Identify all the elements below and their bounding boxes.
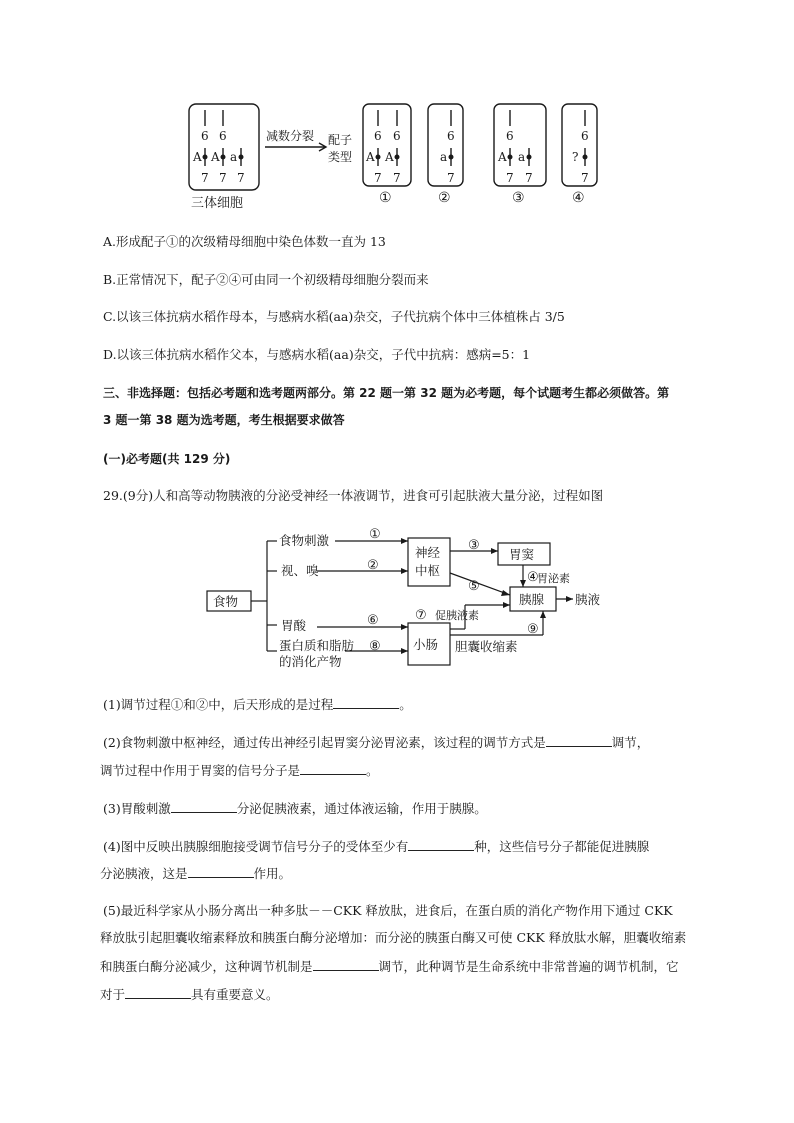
svg-text:类型: 类型: [328, 150, 353, 164]
answer-blank[interactable]: [171, 800, 237, 813]
svg-text:小肠: 小肠: [413, 637, 439, 652]
section-heading-line1: 三、非选择题：包括必考题和选考题两部分。第 22 题一第 32 题为必考题，每个试题考生都必须做答。第: [103, 386, 670, 400]
svg-text:①: ①: [369, 527, 381, 542]
svg-text:胰腺: 胰腺: [519, 592, 545, 607]
svg-text:7: 7: [201, 171, 209, 185]
option-c: C.以该三体抗病水稻作母本，与感病水稻(aa)杂交，子代抗病个体中三体植株占 3/5: [103, 309, 565, 324]
question-29-stem: 29.(9分)人和高等动物胰液的分泌受神经一体液调节，进食可引起肤液大量分泌，过程如图: [103, 488, 604, 503]
gamete-3-box: [494, 104, 546, 186]
subquestion-5-line2: 释放肽引起胆囊收缩素释放和胰蛋白酶分泌增加：而分泌的胰蛋白酶又可使 CKK 释放肽水解，胆囊收缩素: [100, 930, 687, 945]
svg-text:7: 7: [219, 171, 227, 185]
svg-text:7: 7: [525, 171, 533, 185]
svg-text:蛋白质和脂肪: 蛋白质和脂肪: [279, 638, 355, 653]
svg-text:A: A: [211, 150, 220, 164]
trisomic-cell-label: 三体细胞: [191, 196, 244, 211]
svg-text:6: 6: [581, 129, 589, 143]
subquestion-4: (4)图中反映出胰腺细胞接受调节信号分子的受体至少有 种，这些信号分子都能促进胰腺: [103, 839, 650, 854]
svg-text:7: 7: [393, 171, 401, 185]
svg-text:⑥: ⑥: [367, 613, 379, 628]
svg-text:7: 7: [581, 171, 589, 185]
answer-blank[interactable]: [125, 986, 191, 999]
svg-text:6: 6: [219, 129, 227, 143]
svg-text:③: ③: [468, 538, 480, 553]
gamete-2-box: [428, 104, 463, 186]
required-heading: (一)必考题(共 129 分): [103, 452, 231, 466]
svg-text:6: 6: [393, 129, 401, 143]
svg-text:6: 6: [201, 129, 209, 143]
svg-text:7: 7: [506, 171, 514, 185]
answer-blank[interactable]: [546, 734, 612, 747]
svg-text:的消化产物: 的消化产物: [279, 654, 342, 669]
subquestion-2-cont: 调节过程中作用于胃窦的信号分子是 。: [100, 763, 379, 778]
svg-text:②: ②: [438, 190, 451, 206]
subquestion-3: (3)胃酸刺激 分泌促胰液素，通过体液运输，作用于胰腺。: [103, 801, 487, 816]
svg-text:③: ③: [512, 190, 525, 206]
svg-text:胆囊收缩素: 胆囊收缩素: [455, 639, 518, 654]
option-a: A.形成配子①的次级精母细胞中染色体数一直为 13: [103, 234, 386, 249]
svg-text:①: ①: [379, 190, 392, 206]
svg-text:⑨: ⑨: [527, 622, 539, 637]
svg-text:食物: 食物: [213, 594, 239, 609]
svg-text:②: ②: [367, 558, 379, 573]
svg-text:A: A: [385, 150, 394, 164]
answer-blank[interactable]: [313, 958, 379, 971]
svg-text:视、嗅: 视、嗅: [281, 563, 319, 578]
trisomy-meiosis-figure: [185, 100, 615, 215]
svg-text:胃窦: 胃窦: [509, 547, 535, 562]
svg-text:7: 7: [237, 171, 245, 185]
svg-text:6: 6: [374, 129, 382, 143]
svg-text:A: A: [498, 150, 507, 164]
svg-text:A: A: [193, 150, 202, 164]
answer-blank[interactable]: [188, 865, 254, 878]
answer-blank[interactable]: [333, 696, 399, 709]
meiosis-label: 减数分裂: [266, 129, 315, 143]
section-heading-line2: 3 题一第 38 题为选考题，考生根据要求做答: [103, 413, 345, 427]
answer-blank[interactable]: [300, 762, 366, 775]
svg-text:⑤: ⑤: [468, 579, 480, 594]
subquestion-4-cont: 分泌胰液，这是 作用。: [100, 866, 292, 881]
svg-text:④: ④: [527, 570, 539, 585]
svg-text:⑧: ⑧: [369, 639, 381, 654]
svg-text:6: 6: [506, 129, 514, 143]
gamete-4-box: [562, 104, 597, 186]
svg-text:④: ④: [572, 190, 585, 206]
svg-text:A: A: [366, 150, 375, 164]
subquestion-5-line3: 和胰蛋白酶分泌减少，这种调节机制是 调节，此种调节是生命系统中非常普遍的调节机制，它: [100, 959, 679, 974]
svg-text:胰液: 胰液: [575, 592, 601, 607]
svg-text:a: a: [440, 150, 448, 164]
svg-text:7: 7: [447, 171, 455, 185]
svg-text:⑦: ⑦: [415, 608, 427, 623]
svg-text:a: a: [230, 150, 238, 164]
subquestion-1: (1)调节过程①和②中，后天形成的是过程 。: [103, 697, 412, 712]
answer-blank[interactable]: [408, 838, 474, 851]
svg-text:食物刺激: 食物刺激: [279, 533, 330, 548]
svg-text:a: a: [518, 150, 526, 164]
pancreatic-regulation-diagram: [205, 523, 605, 678]
svg-text:胃泌素: 胃泌素: [537, 572, 570, 585]
subquestion-2: (2)食物刺激中枢神经，通过传出神经引起胃窦分泌胃泌素，该过程的调节方式是 调节，: [103, 735, 650, 750]
svg-text:配子: 配子: [328, 133, 353, 147]
svg-text:?: ?: [572, 150, 579, 164]
option-b: B.正常情况下，配子②④可由同一个初级精母细胞分裂而来: [103, 272, 429, 287]
svg-text:胃酸: 胃酸: [281, 618, 307, 633]
gamete-1-box: [363, 104, 411, 186]
subquestion-5: (5)最近科学家从小肠分离出一种多肽－－CKK 释放肽，进食后，在蛋白质的消化产物作用下通过 CKK: [103, 903, 673, 918]
svg-text:神经: 神经: [415, 545, 441, 560]
svg-text:7: 7: [374, 171, 382, 185]
subquestion-5-line4: 对于 具有重要意义。: [100, 987, 279, 1002]
svg-text:6: 6: [447, 129, 455, 143]
svg-text:促胰液素: 促胰液素: [435, 609, 479, 622]
option-d: D.以该三体抗病水稻作父本，与感病水稻(aa)杂交，子代中抗病：感病=5：1: [103, 347, 531, 362]
svg-text:中枢: 中枢: [415, 563, 441, 578]
